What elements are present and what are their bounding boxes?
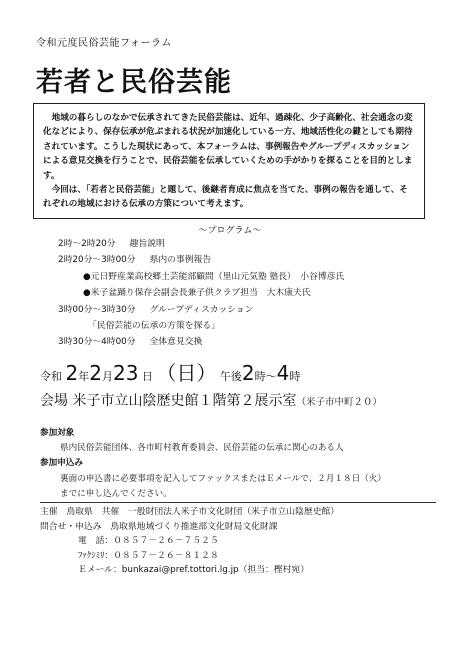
program-item [58, 236, 344, 252]
date-day: 23 [112, 361, 139, 385]
forum-subtitle: 令和元度民俗芸能フォーラム [36, 38, 172, 49]
program-title: グループディスカッション [149, 304, 254, 315]
participants-label: 参加対象 [40, 428, 75, 438]
program-header: ～プログラム～ [198, 226, 262, 236]
date-gatsu: 月 [101, 370, 113, 383]
program-item [58, 334, 344, 350]
program-time: 3時00分～3時30分 [58, 304, 136, 315]
email: Ｅメール：bunkazai@pref.tottori.lg.jp（担当：樫村宛） [78, 565, 309, 576]
intro-paragraph-1: 地域の暮らしのなかで伝承されてきた民俗芸能は、近年、過疎化、少子高齢化、社会通念の変化などにより、保存伝承が危ぶまれる状況が加速化している一方、地域活性化の鍵としても期待されています。こうした現状にあって、本フォーラムは、事例報告やグループディスカッションによる意見交換を行うことで、民俗芸能を伝承していくための手がかりを探ることを目的とします。 [43, 113, 413, 181]
program-detail: ●米子盆踊り保存会副会長兼子供クラブ担当 大木康夫氏 [83, 288, 311, 299]
application-line-2: までに申し込んでください。 [60, 488, 172, 499]
program-title: 趣旨説明 [129, 239, 165, 249]
phone: 電 話：０８５７－２６－７５２５ [78, 536, 219, 547]
page-title: 若者と民俗芸能 [36, 67, 232, 98]
time-start: 2 [241, 361, 255, 385]
date-weekday: （日） [156, 361, 217, 385]
program-time: 2時20分～3時00分 [58, 255, 136, 266]
date-month: 2 [89, 361, 102, 385]
time-gogo: 午後 [219, 370, 242, 383]
fax: ﾌｧｸｼﾐﾘ：０８５７－２６－８１２８ [78, 550, 219, 561]
divider [40, 502, 436, 503]
date-nen: 年 [78, 370, 90, 383]
intro-paragraph-2: 今回は、「若者と民俗芸能」と題して、後継者育成に焦点を当てた、事例の報告を通して、それぞれの地域における伝承の方策について考えます。 [43, 185, 408, 210]
program-item [58, 252, 344, 268]
organizer: 主催 鳥取県 共催 一般財団法人米子市文化財団（米子市立山陰歴史館） [40, 507, 340, 517]
program-detail: ●元日野産業高校郷土芸能部顧問（里山元気塾 塾長） 小谷博彦氏 [83, 271, 345, 282]
application-line-1: 裏面の申込書に必要事項を記入してファックスまたはＥメールで、２月１８日（火） [60, 473, 386, 484]
time-end: 4 [276, 361, 290, 385]
participants-text: 県内民俗芸能団体、各市町村教育委員会、民俗芸能の伝承に関心のある人 [60, 443, 344, 454]
date-nichi: 日 [141, 370, 153, 383]
program-title: 全体意見交換 [149, 337, 203, 348]
venue-address: （米子市中町２０） [296, 397, 382, 408]
time-ji2: 時 [289, 370, 301, 383]
venue [40, 390, 382, 410]
event-datetime [40, 357, 300, 386]
program-title: 県内の事例報告 [149, 255, 212, 266]
application-label: 参加申込み [40, 458, 83, 469]
program-detail: 「民俗芸能の伝承の方策を探る」 [88, 321, 220, 332]
program-time: 2時～2時20分 [58, 239, 116, 249]
inquiry: 問合せ・申込み 鳥取県地域づくり推進部文化財局文化財課 [40, 521, 278, 532]
program-item [58, 302, 344, 318]
date-era: 令和 [40, 370, 62, 383]
date-year: 2 [65, 361, 79, 385]
contact-section [40, 505, 339, 578]
info-section [40, 426, 386, 502]
time-ji1: 時～ [254, 370, 277, 383]
program-time: 3時30分～4時00分 [58, 337, 136, 348]
venue-label: 会場 [40, 393, 68, 409]
venue-name: 米子市立山陰歴史館１階第２展示室 [72, 393, 297, 409]
program-list [58, 236, 344, 351]
intro-box [33, 103, 425, 219]
